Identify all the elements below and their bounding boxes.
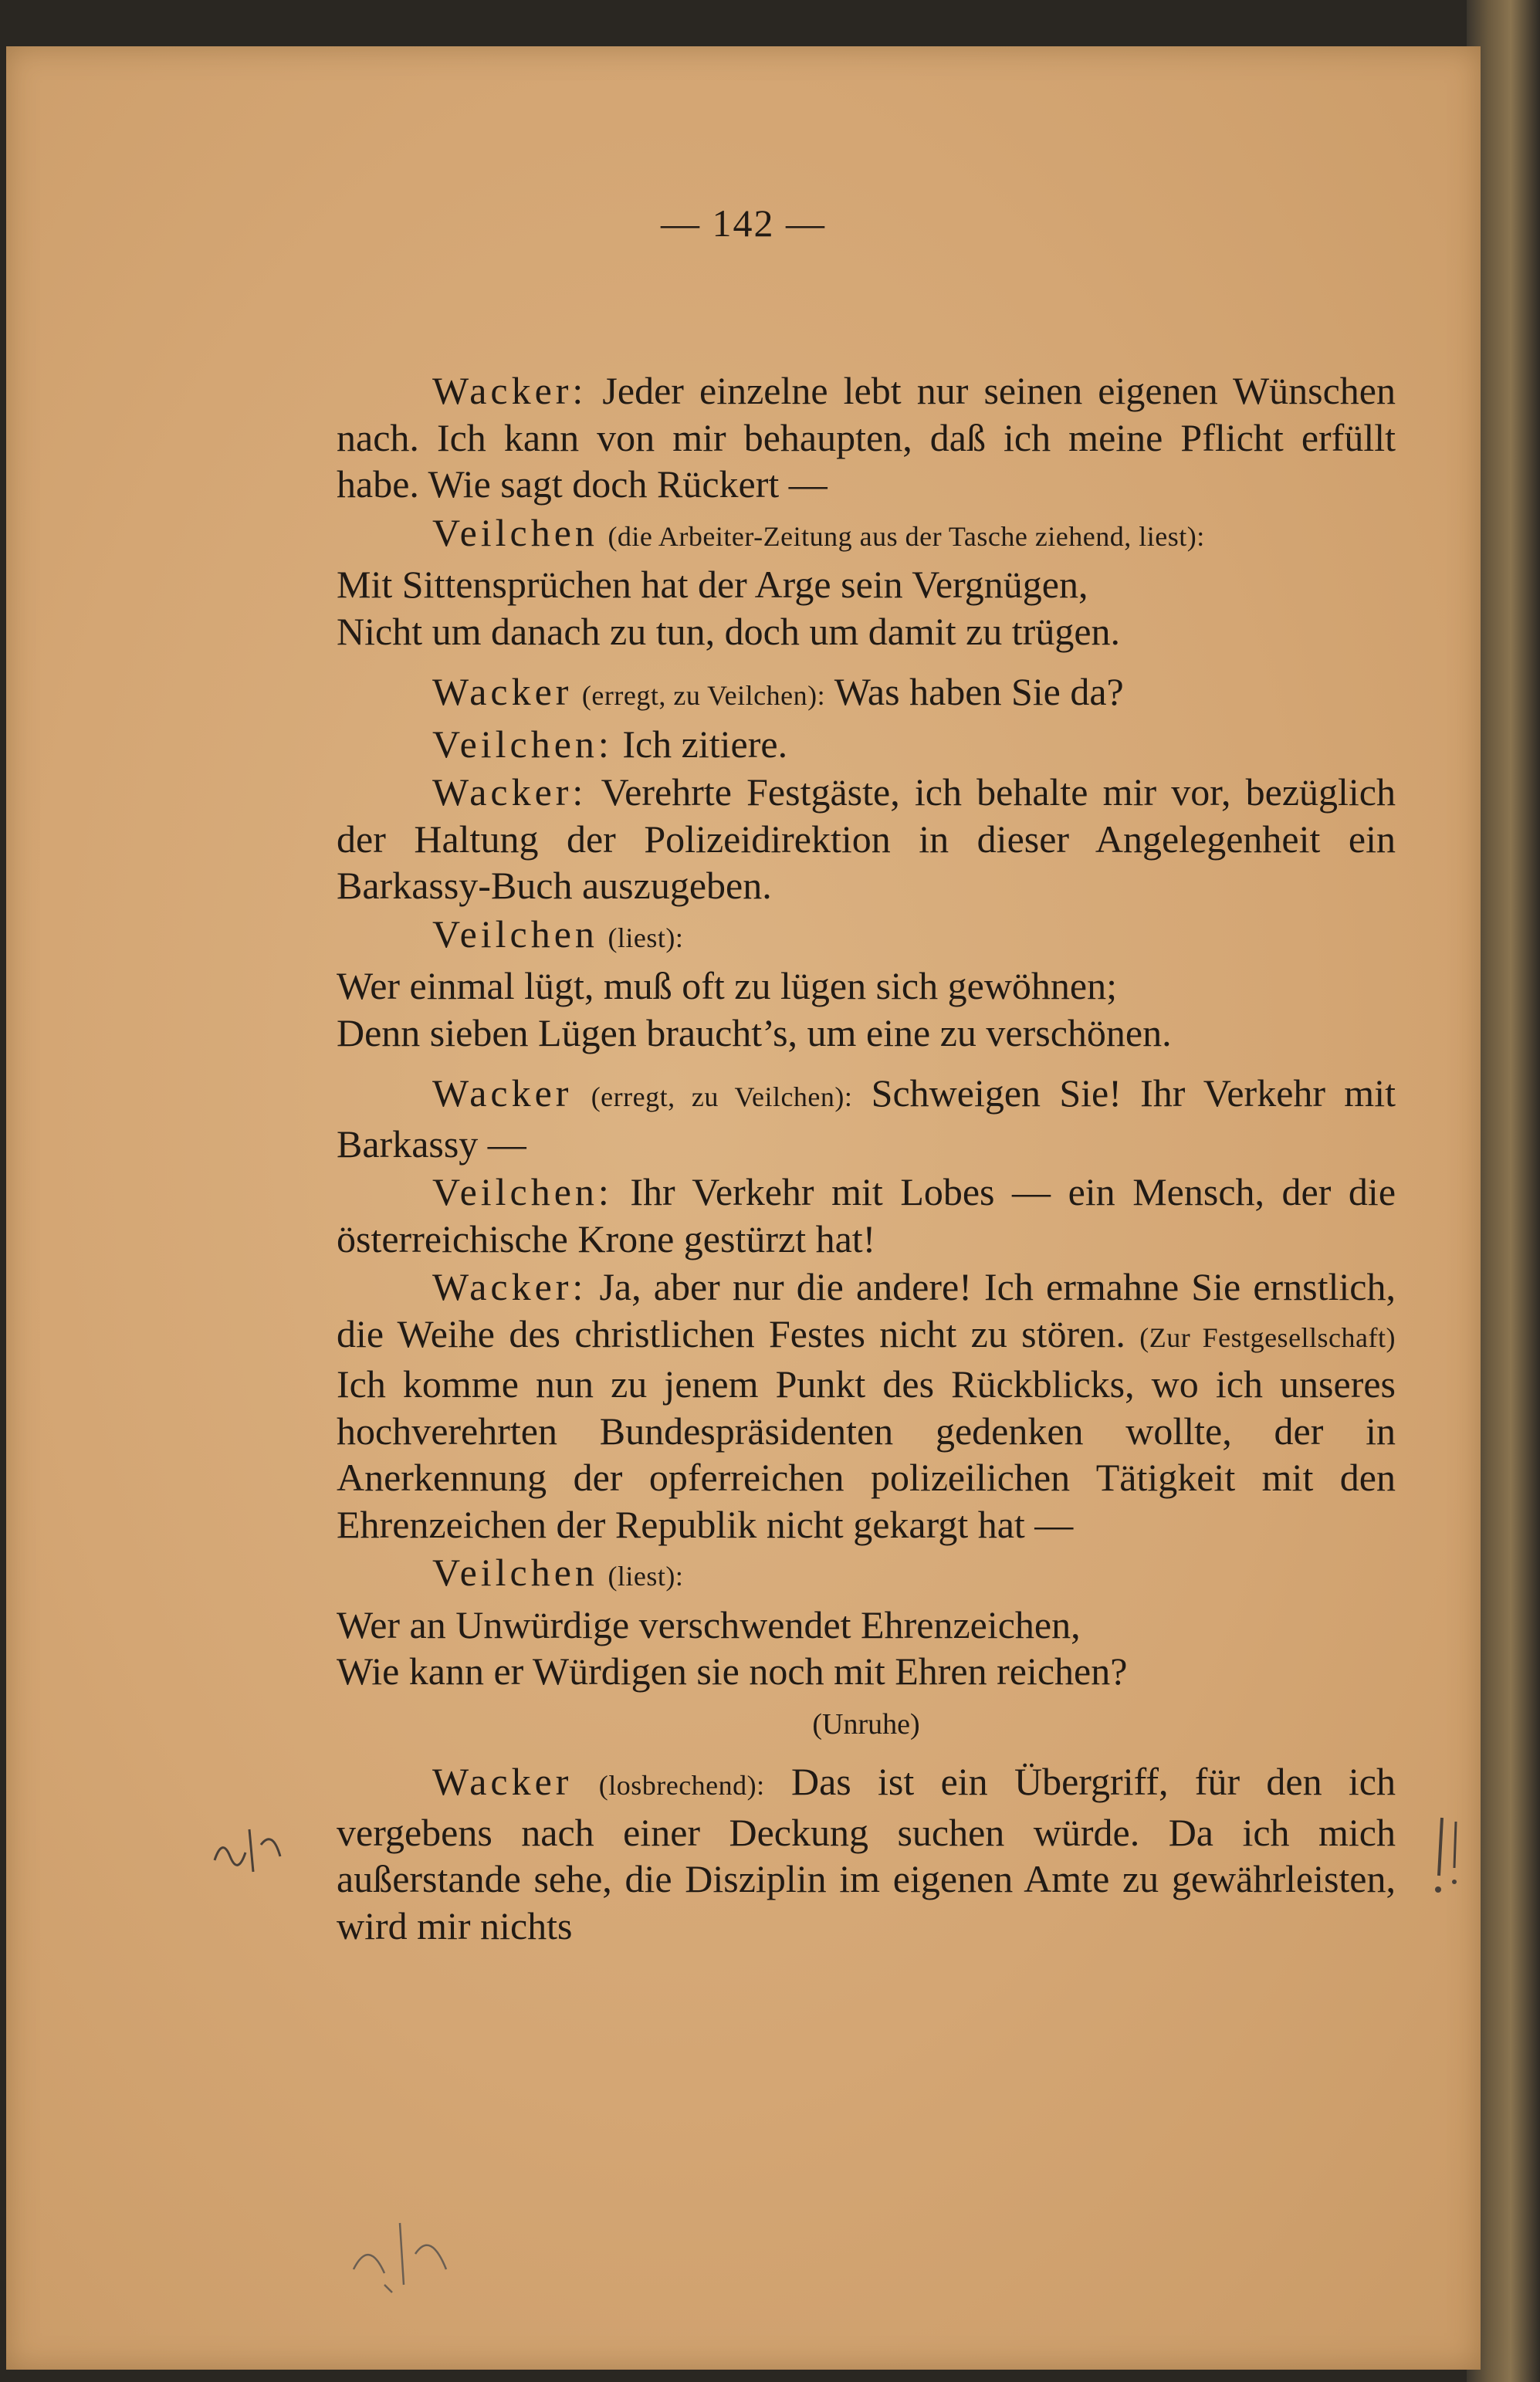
dialogue-text: Ich zitiere. — [622, 722, 788, 766]
dialogue-text: Ja, aber nur die andere! Ich ermahne Sie ernstlich, die Weihe des christlichen Festes nicht zu stören. — [337, 1265, 1396, 1355]
speaker-name: Wacker — [432, 1760, 573, 1803]
stage-direction: (liest): — [608, 922, 684, 953]
stage-direction: (liest): — [608, 1561, 684, 1592]
paragraph — [337, 509, 1396, 560]
paragraph — [337, 1758, 1396, 1949]
paragraph — [337, 668, 1396, 719]
speaker-name: Veilchen: — [432, 1170, 613, 1213]
speaker-name: Wacker — [432, 670, 573, 713]
stage-direction: (die Arbeiter-Zeitung aus der Tasche ziehend, liest): — [608, 520, 1205, 552]
paragraph — [337, 1169, 1396, 1262]
dialogue-text: Schweigen Sie! Ihr Verkehr mit Barkassy — — [337, 1071, 1396, 1166]
speaker-name: Veilchen — [432, 912, 598, 956]
speaker-name: Veilchen — [432, 1551, 598, 1594]
dialogue-text: Ihr Verkehr mit Lobes — ein Mensch, der die österreichische Krone gestürzt hat! — [337, 1170, 1396, 1260]
paragraph — [337, 911, 1396, 962]
pencil-scribble — [207, 1814, 300, 1883]
speaker-name: Veilchen — [432, 510, 598, 554]
speaker-name: Wacker: — [432, 1265, 587, 1308]
verse-line: Denn sieben Lügen braucht’s, um eine zu verschönen. — [337, 1010, 1172, 1054]
verse-line: Wie kann er Würdigen sie noch mit Ehren reichen? — [337, 1649, 1128, 1693]
speaker-name: Wacker: — [432, 770, 587, 814]
dialogue-text: Ich komme nun zu jenem Punkt des Rückblicks, wo ich unseres hochverehrten Bundespräsidenten gedenken wollte, der in Anerkennung der opferreichen polizeilichen Tätigkeit mit den Ehrenzeichen der Republik nicht gekargt hat — — [337, 1362, 1396, 1546]
paragraph — [337, 1264, 1396, 1548]
dialogue-text: Jeder einzelne lebt nur seinen eigenen Wünschen nach. Ich kann von mir behaupten, daß ich meine Pflicht erfüllt habe. Wie sagt doch Rückert — — [337, 369, 1396, 506]
speaker-name: Veilchen: — [432, 722, 613, 766]
verse-line: Wer einmal lügt, muß oft zu lügen sich gewöhnen; — [337, 964, 1118, 1007]
stage-direction: (losbrechend): — [598, 1770, 765, 1801]
verse-line: Mit Sittensprüchen hat der Arge sein Vergnügen, — [337, 563, 1088, 606]
dialogue-text: Verehrte Festgäste, ich behalte mir vor, bezüglich der Haltung der Polizeidirektion in dieser Angelegenheit ein Barkassy-Buch auszugeben. — [337, 770, 1396, 907]
stage-direction-centered: (Unruhe) — [812, 1707, 920, 1741]
speaker-name: Wacker: — [432, 369, 587, 412]
verse-line: Nicht um danach zu tun, doch um damit zu trügen. — [337, 609, 1121, 653]
paragraph — [337, 769, 1396, 909]
stage-direction: (erregt, zu Veilchen): — [591, 1081, 853, 1112]
paragraph — [337, 1070, 1396, 1167]
book-page — [6, 46, 1481, 2370]
pencil-exclamation-mark — [1433, 1814, 1464, 1899]
stage-direction: (Zur Festgesellschaft) — [1139, 1321, 1396, 1353]
paragraph — [337, 1549, 1396, 1600]
paragraph — [337, 367, 1396, 508]
verse-line: Wer an Unwürdige verschwendet Ehrenzeichen, — [337, 1602, 1081, 1646]
dialogue-text: Das ist ein Übergriff, für den ich vergebens nach einer Deckung suchen würde. Da ich mich außerstande sehe, die Disziplin im eigenen Amte zu gewährleisten, wird mir nichts — [337, 1760, 1396, 1947]
speaker-name: Wacker — [432, 1071, 573, 1115]
text-block — [337, 367, 1396, 1951]
page-number: — 142 — — [661, 201, 826, 245]
paragraph — [337, 721, 1396, 768]
dialogue-text: Was haben Sie da? — [834, 670, 1124, 713]
stage-direction: (erregt, zu Veilchen): — [581, 680, 826, 711]
pencil-scribble — [338, 2208, 462, 2300]
